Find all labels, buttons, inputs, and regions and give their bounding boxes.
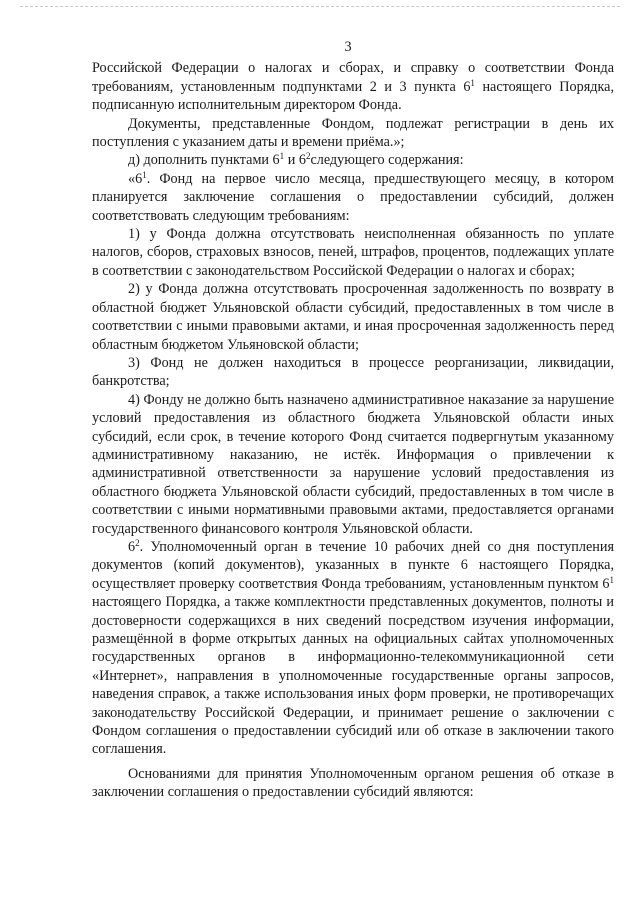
document-body <box>92 59 614 801</box>
document-page <box>92 38 614 802</box>
paragraph-5: 1) у Фонда должна отсутствовать неисполненная обязанность по уплате налогов, сборов, страховых взносов, пеней, штрафов, процентов, подлежащих уплате в соответствии с законодательством Российской Федерации о налогах и сборах; <box>92 226 614 279</box>
paragraph-3: д) дополнить пунктами $6^1$ и $6^2следующего$ содержания: <box>128 151 464 169</box>
paragraph-1: Российской Федерации о налогах и сборах, и справку о соответствии Фонда требованиям, установленным подпунктами 2 и 3 пункта $6^1$ настоящего Порядка, подписанную исполнительным директором Фонда. <box>92 60 615 114</box>
paragraph-4: «$6^1$. Фонд на первое число месяца, предшествующего месяцу, в котором планируется заключение соглашения о предоставлении субсидий, должен соответствовать следующим требованиям: <box>92 169 614 224</box>
paragraph-6: 2) у Фонда должна отсутствовать просроченная задолженность по возврату в областной бюджет Ульяновской области субсидий, предоставленных в том числе в соответствии с иными правовыми актами, и иная просроченная задолженность перед областным бюджетом Ульяновской области; <box>92 281 614 353</box>
paragraph-7: 3) Фонд не должен находиться в процессе реорганизации, ликвидации, банкротства; <box>92 354 614 390</box>
paragraph-9: $6^2$. Уполномоченный орган в течение 10 рабочих дней со дня поступления документов (копий документов), указанных в пункте 6 настоящего Порядка, осуществляет проверку соответствия Фонда требованиям, установленным пунктом $6^1$ настоящего Порядка, а также комплектности представленных документов, полноты и достоверности содержащихся в них сведений посредством изучения информации, размещённой в форме открытых данных на официальных сайтах уполномоченных государственных органов в информационно-телекоммуникационной сети «Интернет», направления в уполномоченные государственные органы запросов, наведения справок, а также использования иных форм проверки, не противоречащих законодательству Российской Федерации, и принимает решение о заключении с Фондом соглашения о предоставлении субсидий или об отказе в заключении такого соглашения. <box>92 537 614 758</box>
paragraph-8: 4) Фонду не должно быть назначено административное наказание за нарушение условий предоставления из областного бюджета Ульяновской области иных субсидий, если срок, в течение которого Фонд считается подвергнутым указанному административному наказанию, не истёк. Информация о привлечении к административной ответственности за нарушение условий предоставления из областного бюджета Ульяновской области субсидий, предоставленных в том числе в соответствии с иными нормативными правовыми актами, предоставляется органами государственного финансового контроля Ульяновской области. <box>92 391 614 537</box>
paragraph-2: Документы, представленные Фондом, подлежат регистрации в день их поступления с указанием даты и времени приёма.»; <box>92 115 614 151</box>
scan-top-edge <box>20 6 620 7</box>
page-number: 3 <box>344 39 352 55</box>
paragraph-10: Основаниями для принятия Уполномоченным органом решения об отказе в заключении соглашения о предоставлении субсидий являются: <box>92 765 614 801</box>
